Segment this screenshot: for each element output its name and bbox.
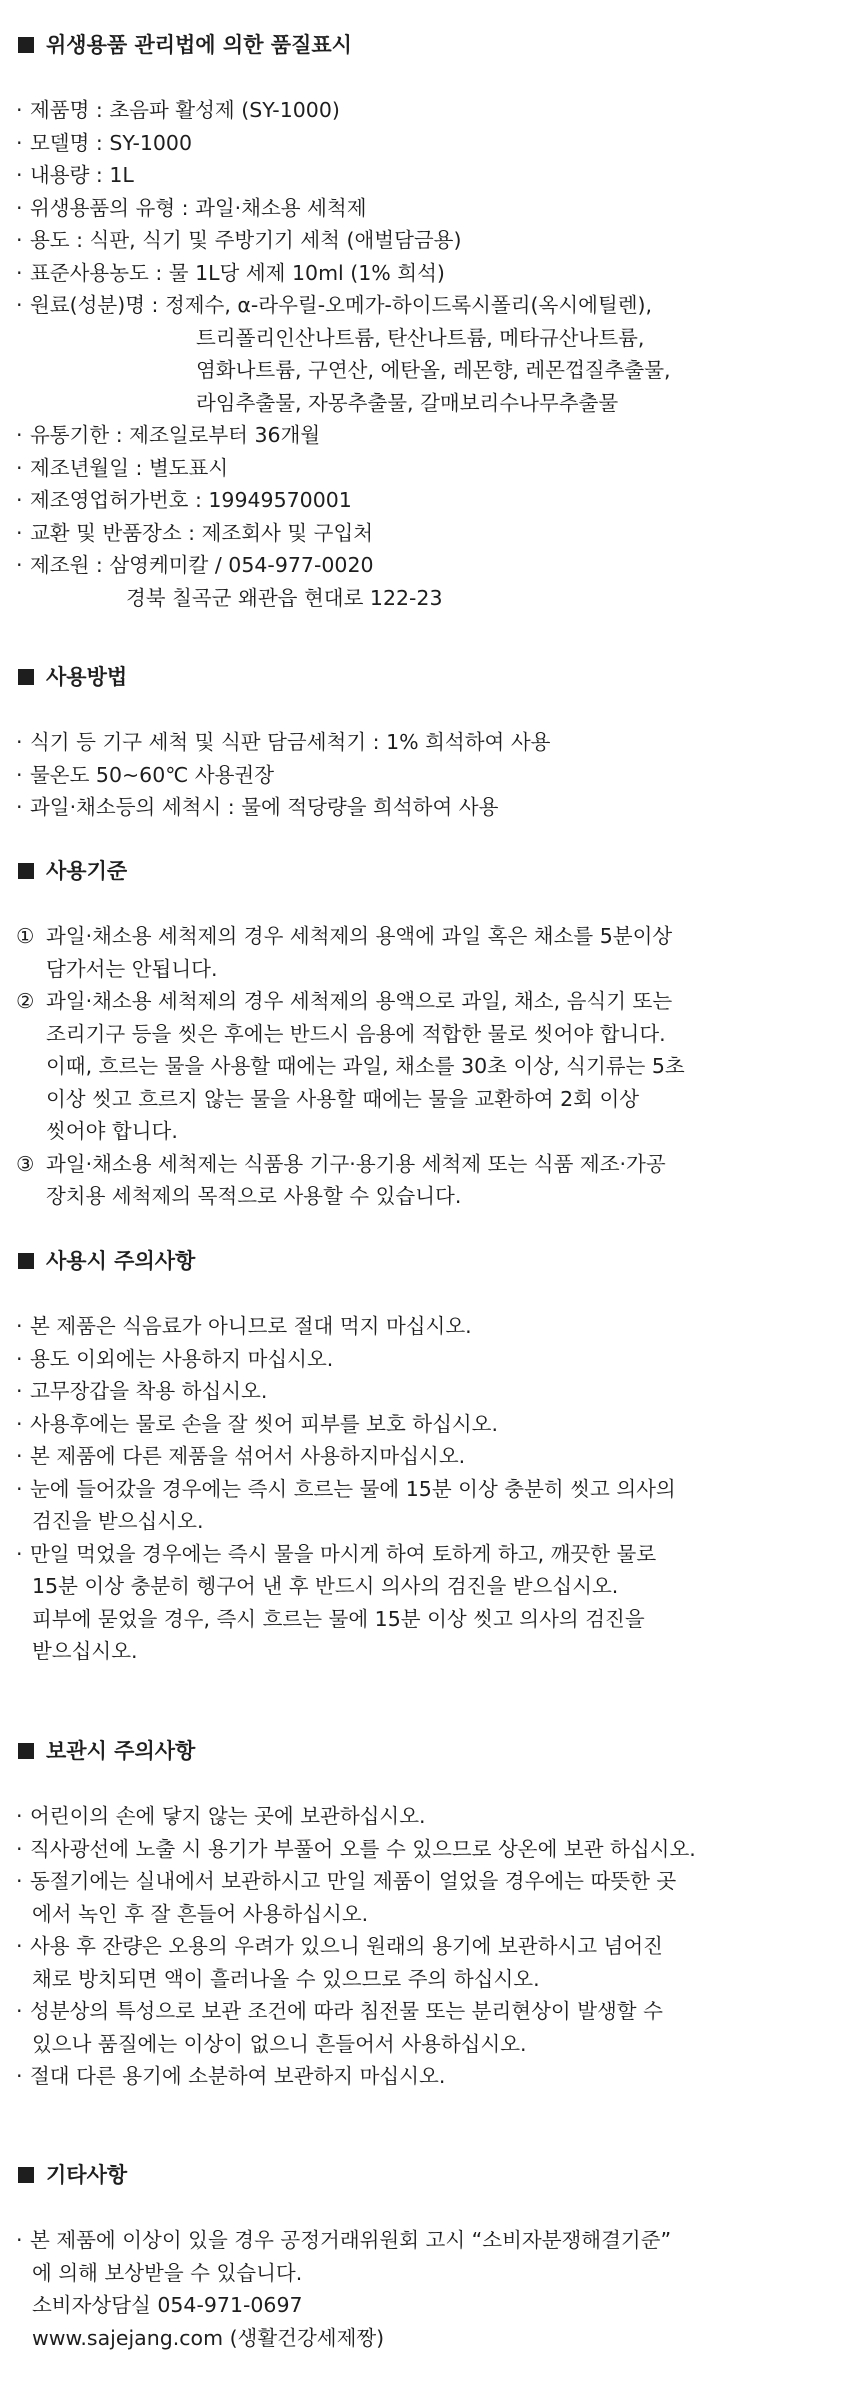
section-storage xyxy=(16,1736,846,2088)
square-bullet-icon xyxy=(18,37,34,53)
section-other xyxy=(16,2160,846,2350)
section-title: 사용시 주의사항 xyxy=(16,1246,846,1276)
list-item: · 본 제품은 식음료가 아니므로 절대 먹지 마십시오. xyxy=(16,1314,472,1338)
list-item: · 사용 후 잔량은 오용의 우려가 있으니 원래의 용기에 보관하시고 넘어진 xyxy=(16,1934,663,1958)
ingredients-line: 염화나트륨, 구연산, 에탄올, 레몬향, 레몬껍질추출물, xyxy=(196,358,671,382)
numbered-item-cont: 조리기구 등을 씻은 후에는 반드시 음용에 적합한 물로 씻어야 합니다. xyxy=(46,1021,666,1046)
list-item: · 원료(성분)명 : 정제수, α-라우릴-오메가-하이드록시폴리(옥시에틸렌), xyxy=(16,293,653,317)
list-item: · 용도 이외에는 사용하지 마십시오. xyxy=(16,1346,334,1371)
list-item: · 제조원 : 삼영케미칼 / 054-977-0020 xyxy=(16,553,374,577)
numbered-item-cont: 장치용 세척제의 목적으로 사용할 수 있습니다. xyxy=(46,1184,462,1208)
square-bullet-icon xyxy=(18,2167,34,2183)
list-item: · 과일·채소등의 세척시 : 물에 적당량을 희석하여 사용 xyxy=(16,795,499,819)
ingredients-line: 트리폴리인산나트륨, 탄산나트륨, 메타규산나트륨, xyxy=(196,325,645,350)
section-standards xyxy=(16,856,846,1208)
section-title: 위생용품 관리법에 의한 품질표시 xyxy=(16,30,846,60)
numbered-item-cont: 씻어야 합니다. xyxy=(46,1119,178,1143)
section-title: 사용방법 xyxy=(16,662,846,692)
square-bullet-icon xyxy=(18,1743,34,1759)
numbered-item: ③ 과일·채소용 세척제는 식품용 기구·용기용 세척제 또는 식품 제조·가공 xyxy=(16,1151,666,1176)
section-title: 사용기준 xyxy=(16,856,846,886)
numbered-item: ① 과일·채소용 세척제의 경우 세척제의 용액에 과일 혹은 채소를 5분이상 xyxy=(16,924,673,948)
section-usage xyxy=(16,662,846,819)
list-item-cont: 검진을 받으십시오. xyxy=(32,1509,204,1533)
list-item-cont: 받으십시오. xyxy=(32,1639,138,1663)
list-item-cont: 피부에 묻었을 경우, 즉시 흐르는 물에 15분 이상 씻고 의사의 검진을 xyxy=(32,1606,645,1631)
address-line: 경북 칠곡군 왜관읍 현대로 122-23 xyxy=(126,585,443,610)
list-item: · 절대 다른 용기에 소분하여 보관하지 마십시오. xyxy=(16,2064,446,2088)
list-item: · 제조영업허가번호 : 19949570001 xyxy=(16,488,352,512)
list-item: · 식기 등 기구 세척 및 식판 담금세척기 : 1% 희석하여 사용 xyxy=(16,730,551,754)
square-bullet-icon xyxy=(18,1253,34,1269)
numbered-item-cont: 담가서는 안됩니다. xyxy=(46,956,218,981)
list-item: · 용도 : 식판, 식기 및 주방기기 세척 (애벌담금용) xyxy=(16,228,462,252)
list-item: · 내용량 : 1L xyxy=(16,163,134,187)
list-item: · 모델명 : SY-1000 xyxy=(16,130,193,155)
list-item: · 유통기한 : 제조일로부터 36개월 xyxy=(16,423,321,447)
list-item: · 직사광선에 노출 시 용기가 부풀어 오를 수 있으므로 상온에 보관 하십시오. xyxy=(16,1836,696,1861)
list-item: · 어린이의 손에 닿지 않는 곳에 보관하십시오. xyxy=(16,1804,426,1828)
list-item: · 눈에 들어갔을 경우에는 즉시 흐르는 물에 15분 이상 충분히 씻고 의사의 xyxy=(16,1476,676,1501)
list-item: · 만일 먹었을 경우에는 즉시 물을 마시게 하여 토하게 하고, 깨끗한 물로 xyxy=(16,1541,657,1566)
website-link[interactable]: www.sajejang.com (생활건강세제짱) xyxy=(32,2325,385,2350)
list-item: · 본 제품에 다른 제품을 섞어서 사용하지마십시오. xyxy=(16,1444,466,1468)
section-cautions xyxy=(16,1246,846,1663)
numbered-item-cont: 이때, 흐르는 물을 사용할 때에는 과일, 채소를 30초 이상, 식기류는 5초 xyxy=(46,1054,685,1078)
list-item: · 제조년월일 : 별도표시 xyxy=(16,455,229,480)
consumer-center: 소비자상담실 054-971-0697 xyxy=(32,2293,303,2317)
list-item: · 동절기에는 실내에서 보관하시고 만일 제품이 얼었을 경우에는 따뜻한 곳 xyxy=(16,1869,677,1893)
section-title: 보관시 주의사항 xyxy=(16,1736,846,1766)
list-item: · 표준사용농도 : 물 1L당 세제 10ml (1% 희석) xyxy=(16,260,445,285)
list-item: · 고무장갑을 착용 하십시오. xyxy=(16,1379,268,1403)
list-item-cont: 채로 방치되면 액이 흘러나올 수 있으므로 주의 하십시오. xyxy=(32,1966,540,1991)
ingredients-line: 라임추출물, 자몽추출물, 갈매보리수나무추출물 xyxy=(196,390,619,415)
square-bullet-icon xyxy=(18,669,34,685)
list-item: · 물온도 50~60℃ 사용권장 xyxy=(16,762,275,787)
list-item: · 위생용품의 유형 : 과일·채소용 세척제 xyxy=(16,195,367,220)
list-item-cont: 15분 이상 충분히 헹구어 낸 후 반드시 의사의 검진을 받으십시오. xyxy=(32,1574,619,1598)
list-item-cont: 있으나 품질에는 이상이 없으니 흔들어서 사용하십시오. xyxy=(32,2031,527,2056)
list-item: · 사용후에는 물로 손을 잘 씻어 피부를 보호 하십시오. xyxy=(16,1411,498,1436)
section-title: 기타사항 xyxy=(16,2160,846,2190)
section-quality xyxy=(16,30,846,610)
numbered-item-cont: 이상 씻고 흐르지 않는 물을 사용할 때에는 물을 교환하여 2회 이상 xyxy=(46,1086,640,1111)
list-item: · 본 제품에 이상이 있을 경우 공정거래위원회 고시 “소비자분쟁해결기준” xyxy=(16,2228,672,2252)
list-item-cont: 에서 녹인 후 잘 흔들어 사용하십시오. xyxy=(32,1901,369,1926)
numbered-item: ② 과일·채소용 세척제의 경우 세척제의 용액으로 과일, 채소, 음식기 또는 xyxy=(16,989,673,1013)
list-item: · 교환 및 반품장소 : 제조회사 및 구입처 xyxy=(16,520,374,545)
list-item-cont: 에 의해 보상받을 수 있습니다. xyxy=(32,2260,303,2285)
square-bullet-icon xyxy=(18,863,34,879)
list-item: · 제품명 : 초음파 활성제 (SY-1000) xyxy=(16,98,340,122)
list-item: · 성분상의 특성으로 보관 조건에 따라 침전물 또는 분리현상이 발생할 수 xyxy=(16,1999,663,2023)
